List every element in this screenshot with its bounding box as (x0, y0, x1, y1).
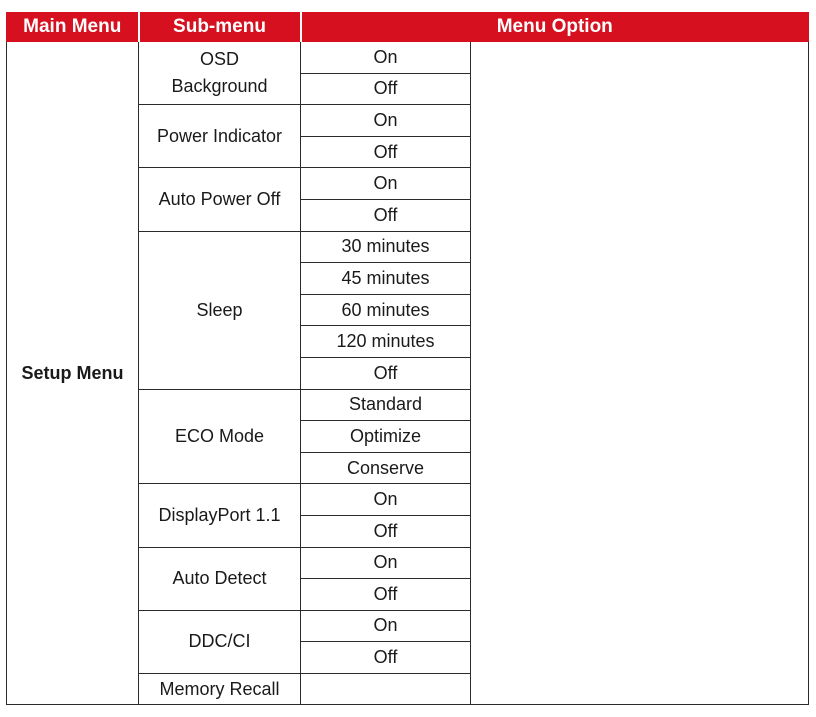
submenu-cell: OSD Background (139, 42, 301, 105)
submenu-cell: Auto Detect (139, 547, 301, 610)
menu-option-cell: Conserve (301, 452, 471, 484)
submenu-cell: ECO Mode (139, 389, 301, 484)
menu-option-cell: Off (301, 199, 471, 231)
menu-option-cell: Off (301, 515, 471, 547)
menu-option-cell: 30 minutes (301, 231, 471, 263)
setup-menu-table (6, 12, 809, 705)
menu-option-cell: 120 minutes (301, 326, 471, 358)
menu-option-cell (301, 673, 471, 705)
blank-option-area (471, 42, 809, 705)
menu-option-cell: 60 minutes (301, 294, 471, 326)
menu-option-cell: Off (301, 357, 471, 389)
submenu-cell: DDC/CI (139, 610, 301, 673)
menu-option-cell: On (301, 105, 471, 137)
menu-option-cell: On (301, 168, 471, 200)
menu-option-cell: Off (301, 136, 471, 168)
menu-option-cell: Off (301, 579, 471, 611)
submenu-cell: Auto Power Off (139, 168, 301, 231)
submenu-cell: Memory Recall (139, 673, 301, 705)
header-menu-option: Menu Option (301, 13, 809, 42)
menu-option-cell: Off (301, 642, 471, 674)
submenu-cell: DisplayPort 1.1 (139, 484, 301, 547)
header-sub-menu: Sub-menu (139, 13, 301, 42)
header-main-menu: Main Menu (7, 13, 139, 42)
menu-option-cell: Optimize (301, 421, 471, 453)
submenu-cell: Sleep (139, 231, 301, 389)
header-row (7, 13, 809, 42)
menu-option-cell: On (301, 484, 471, 516)
main-menu-cell: Setup Menu (7, 42, 139, 705)
menu-option-cell: On (301, 547, 471, 579)
menu-option-cell: On (301, 42, 471, 74)
table-row (7, 42, 809, 74)
menu-option-cell: Off (301, 73, 471, 105)
menu-option-cell: On (301, 610, 471, 642)
menu-option-cell: 45 minutes (301, 263, 471, 295)
table-body (7, 42, 809, 705)
table-header (7, 13, 809, 42)
menu-option-cell: Standard (301, 389, 471, 421)
submenu-cell: Power Indicator (139, 105, 301, 168)
